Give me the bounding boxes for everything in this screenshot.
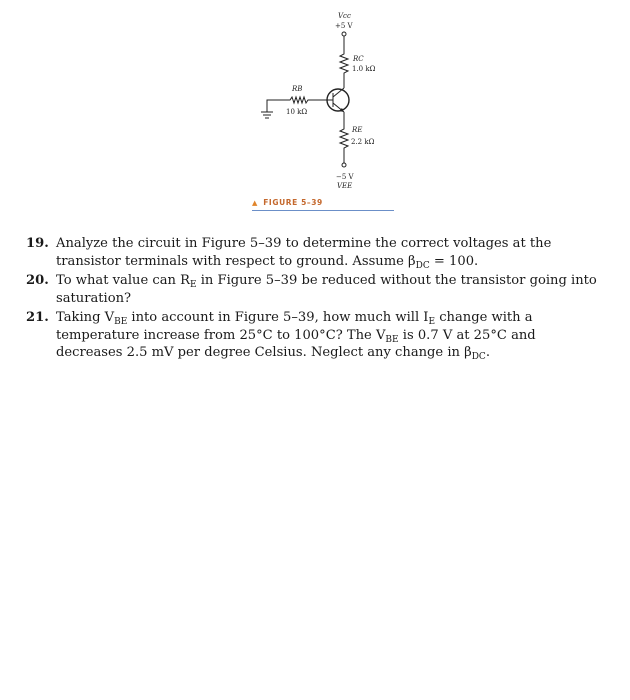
problem-number: 20. (26, 273, 49, 288)
rb-resistor (288, 97, 310, 103)
circuit-diagram (0, 0, 630, 200)
rb-value: 10 kΩ (286, 108, 308, 116)
subscript: E (189, 280, 197, 290)
problem-20 (26, 272, 606, 307)
caption-marker-icon: ▲ (252, 199, 258, 207)
re-label: RE (352, 126, 363, 134)
text-part: Analyze the circuit in Figure 5–39 to determine the correct voltages at the transistor terminals with respect to ground. Assume β (56, 236, 552, 269)
subscript: DC (471, 352, 486, 362)
rc-value: 1.0 kΩ (352, 65, 376, 73)
problem-list (26, 235, 606, 364)
vcc-value: +5 V (335, 22, 353, 30)
text-part: = 100. (429, 253, 479, 269)
vee-label: VEE (337, 182, 353, 190)
subscript: E (428, 317, 436, 327)
problem-text (56, 309, 606, 362)
problem-number: 19. (26, 236, 49, 251)
subscript: BE (385, 334, 399, 345)
vcc-label: Vcc (338, 12, 351, 20)
problem-text (56, 272, 606, 307)
text-part: Taking V (56, 310, 115, 325)
re-value: 2.2 kΩ (351, 138, 375, 146)
rc-label: RC (353, 55, 364, 63)
rb-label: RB (292, 85, 303, 93)
problem-21 (26, 309, 606, 362)
text-part: into account in Figure 5–39, how much will I (127, 310, 429, 325)
subscript: DC (415, 260, 430, 271)
vee-terminal (342, 163, 346, 167)
re-resistor (340, 126, 348, 151)
text-part: is 0.7 V at 25°C and decreases 2.5 mV per degree Celsius. Neglect any change in β (56, 327, 536, 360)
text-part: . (485, 345, 490, 360)
text-part: To what value can R (56, 273, 190, 288)
problem-number: 21. (26, 310, 49, 325)
problem-19 (26, 235, 606, 270)
rc-resistor (340, 52, 348, 76)
ground-icon (261, 112, 273, 118)
figure-caption-text: FIGURE 5–39 (263, 198, 323, 207)
ground-wire (267, 100, 288, 112)
text-part: change with a temperature increase from 25°C to 100°C? The V (56, 310, 533, 343)
figure-caption (252, 198, 394, 211)
problem-text (56, 235, 606, 270)
vcc-terminal (342, 32, 346, 36)
text-part: in Figure 5–39 be reduced without the transistor going into saturation? (56, 273, 597, 306)
subscript: BE (114, 317, 128, 327)
vee-value: −5 V (336, 173, 354, 181)
